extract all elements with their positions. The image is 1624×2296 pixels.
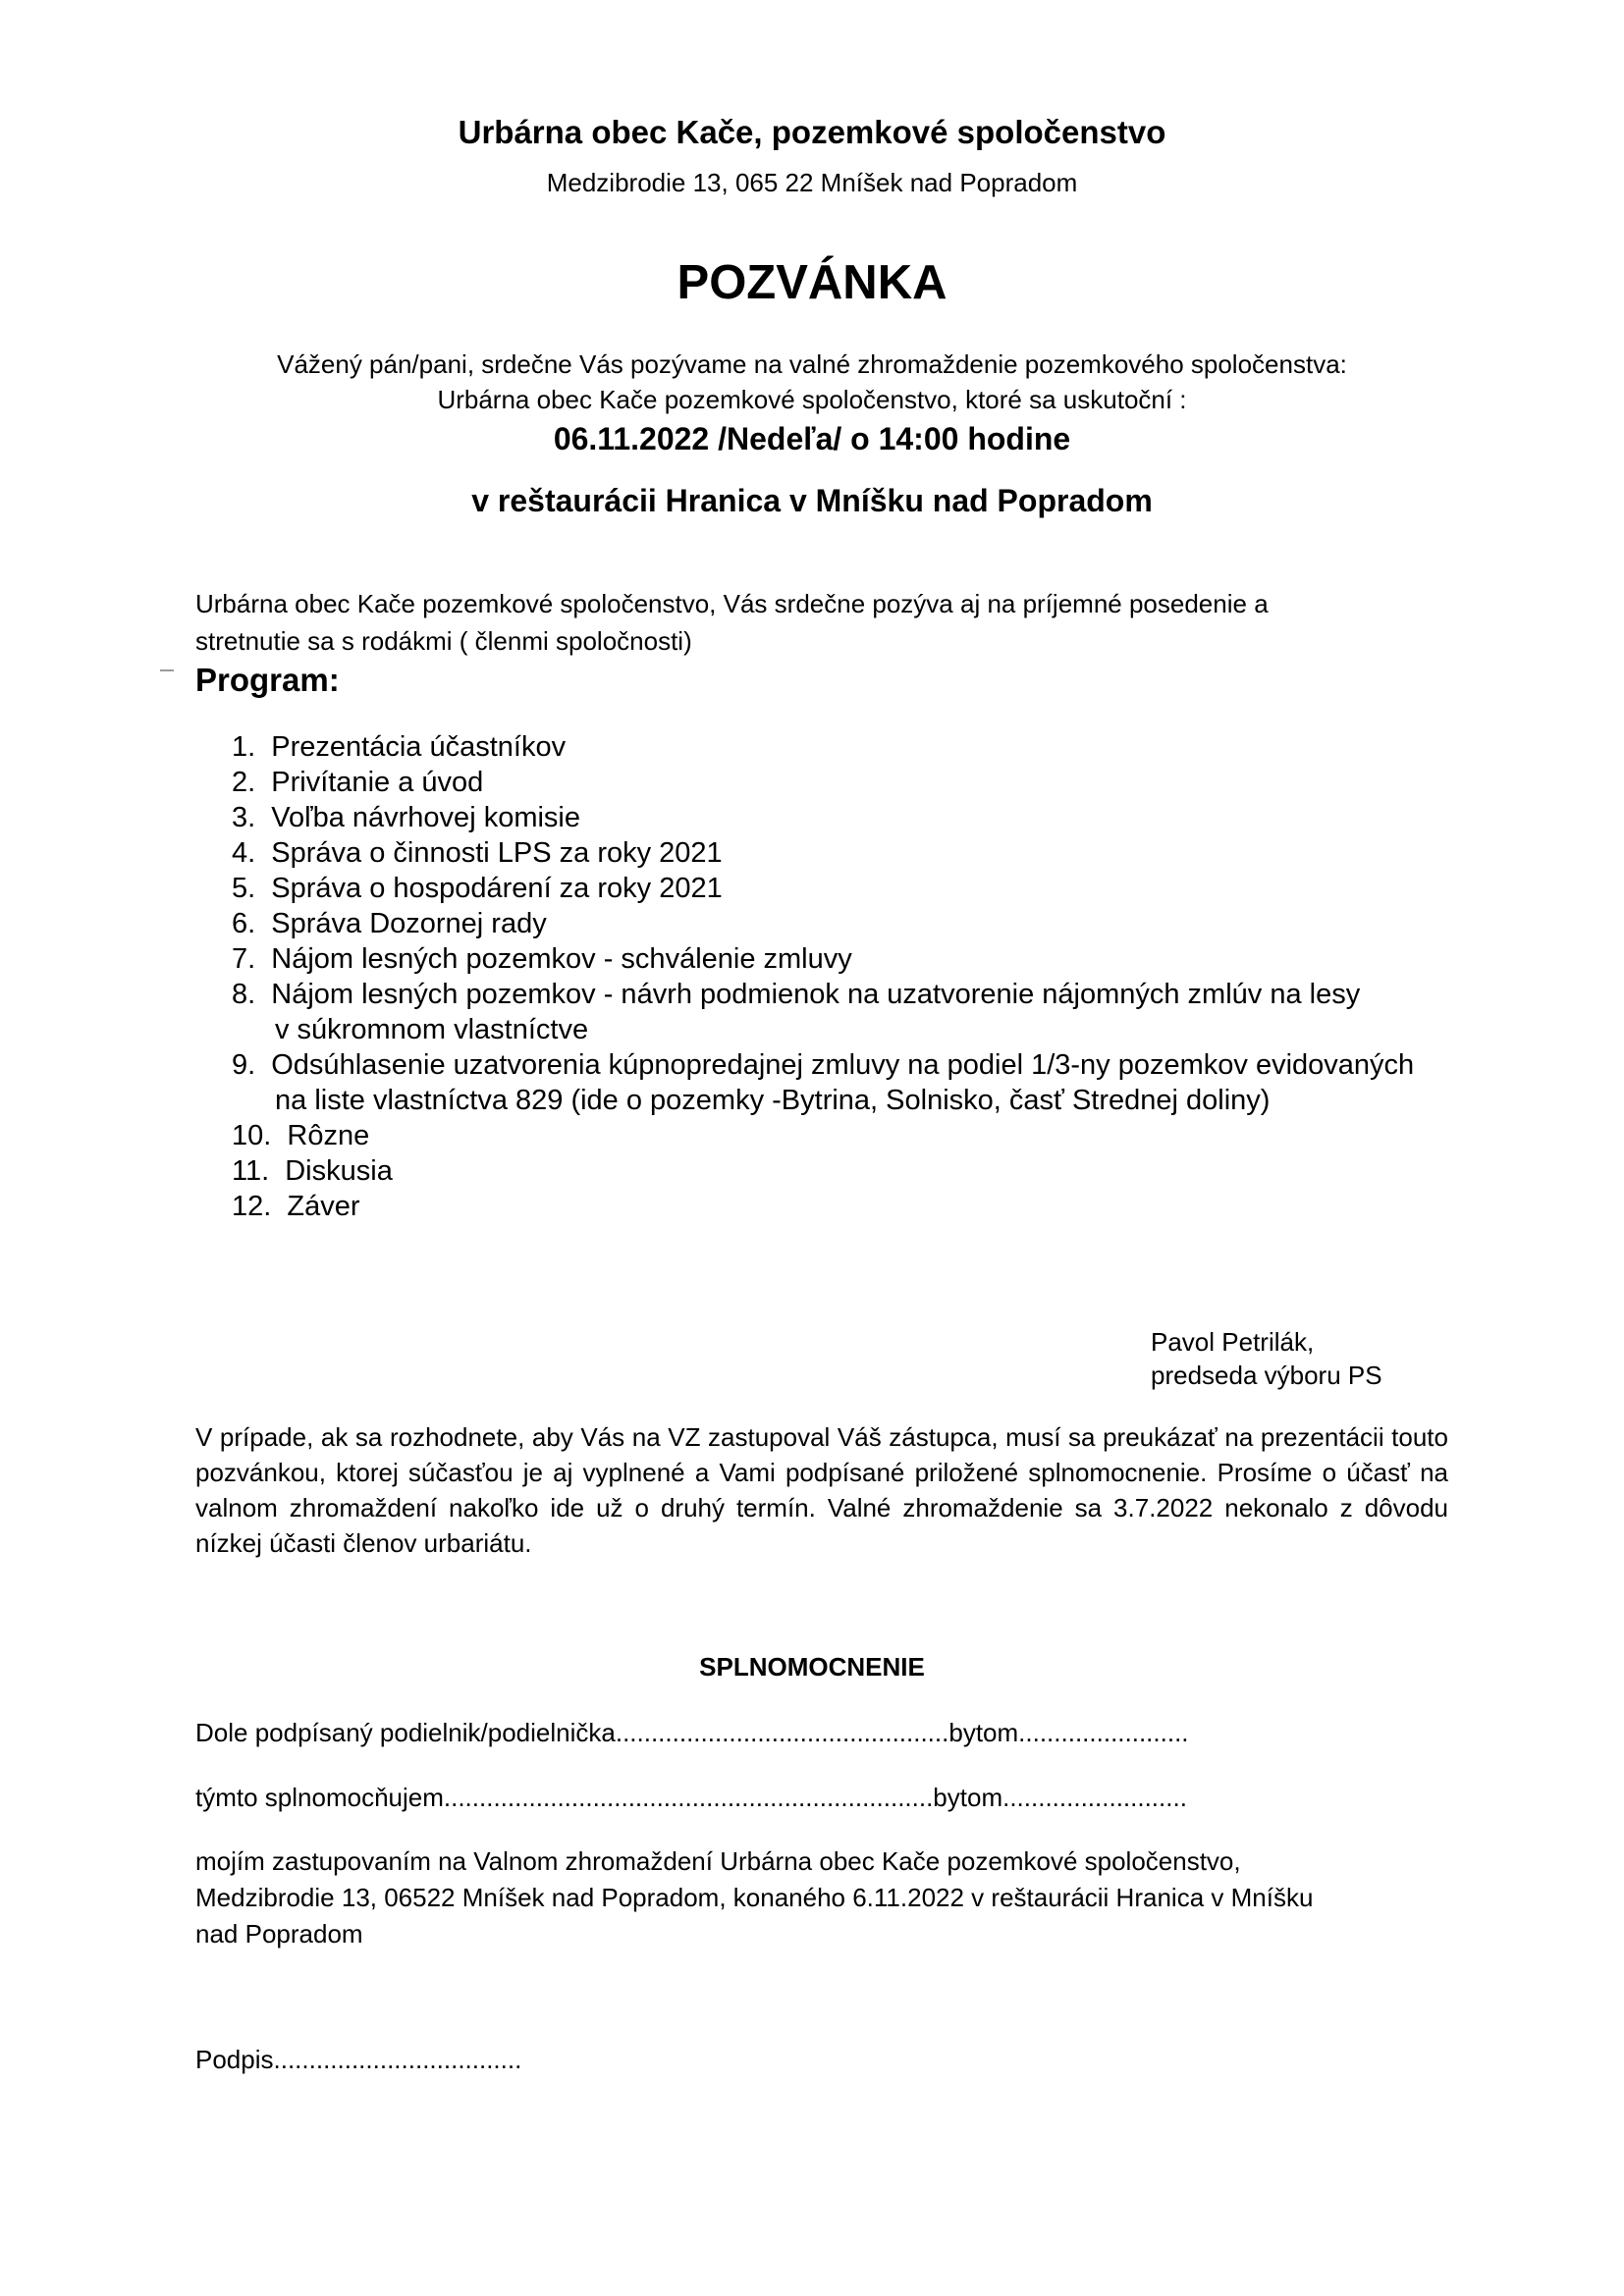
program-item-text: Odsúhlasenie uzatvorenia kúpnopredajnej zmluvy na podiel 1/3-ny pozemkov evidovaných xyxy=(271,1049,1415,1081)
notice-text: V prípade, ak sa rozhodnete, aby Vás na VZ zastupoval Váš zástupca, musí sa preukázať na prezentácii touto pozvánkou, ktorej súčasťou je aj vyplnené a Vami podpísané priložené splnomocnenie. Prosíme o účasť na valnom zhromaždení nakoľko ide už o druhý termín. Valné zhromaždenie sa 3.7.2022 nekonalo z dôvodu nízkej účasti členov urbariátu. xyxy=(195,1422,1448,1558)
program-item-text: Diskusia xyxy=(285,1155,393,1187)
invitation-line-2: stretnutie sa s rodákmi ( členmi spoločnosti) xyxy=(195,626,692,656)
program-item xyxy=(232,837,723,870)
program-marker xyxy=(160,669,174,671)
program-item xyxy=(232,731,566,764)
notice-paragraph xyxy=(195,1419,1448,1561)
program-item-number: 9. xyxy=(232,1049,256,1081)
program-item-text: Nájom lesných pozemkov - schválenie zmluvy xyxy=(271,943,852,975)
power-of-attorney-agent-line: týmto splnomocňujem.....................................................................bytom.......................... xyxy=(195,1783,1187,1812)
power-of-attorney-principal-line: Dole podpísaný podielnik/podielnička...............................................bytom........................ xyxy=(195,1718,1189,1747)
program-item-text: Prezentácia účastníkov xyxy=(271,731,567,763)
power-of-attorney-title: SPLNOMOCNENIE xyxy=(699,1652,925,1682)
program-item-text: Rôzne xyxy=(287,1120,370,1151)
program-item-number: 12. xyxy=(232,1191,272,1222)
program-title: Program: xyxy=(195,662,340,698)
program-item-text: Správa o hospodárení za roky 2021 xyxy=(271,873,723,904)
program-item-text: Správa o činnosti LPS za roky 2021 xyxy=(271,837,723,869)
signatory-role: predseda výboru PS xyxy=(1151,1361,1382,1390)
power-of-attorney-body xyxy=(195,1843,1313,1952)
program-item xyxy=(232,908,547,940)
event-place: v reštaurácii Hranica v Mníšku nad Popradom xyxy=(471,483,1153,518)
greeting-line-1: Vážený pán/pani, srdečne Vás pozývame na valné zhromaždenie pozemkového spoločenstva: xyxy=(277,349,1347,379)
program-item xyxy=(232,979,1360,1011)
program-item xyxy=(232,1049,1414,1082)
program-item-number: 7. xyxy=(232,943,256,975)
invitation-line-1: Urbárna obec Kače pozemkové spoločenstvo, Vás srdečne pozýva aj na príjemné posedenie a xyxy=(195,589,1269,618)
power-of-attorney-body-line-1: mojím zastupovaním na Valnom zhromaždení Urbárna obec Kače pozemkové spoločenstvo, xyxy=(195,1846,1241,1876)
program-item-text: Záver xyxy=(287,1191,360,1222)
program-item xyxy=(232,1191,360,1223)
program-item-number: 5. xyxy=(232,873,256,904)
signature-line: Podpis................................... xyxy=(195,2045,522,2074)
program-item-number: 6. xyxy=(232,908,256,939)
program-item xyxy=(232,802,580,834)
program-item-text: Privítanie a úvod xyxy=(271,767,484,798)
greeting-line-2: Urbárna obec Kače pozemkové spoločenstvo, ktoré sa uskutoční : xyxy=(437,385,1187,414)
program-item-text: Nájom lesných pozemkov - návrh podmienok na uzatvorenie nájomných zmlúv na lesy xyxy=(271,979,1361,1010)
program-item xyxy=(232,767,483,799)
program-item xyxy=(232,873,723,905)
program-item-text: Správa Dozornej rady xyxy=(271,908,547,939)
organization-name: Urbárna obec Kače, pozemkové spoločenstvo xyxy=(458,114,1166,150)
power-of-attorney-body-line-2: Medzibrodie 13, 06522 Mníšek nad Popradom, konaného 6.11.2022 v reštaurácii Hranica v Mníšku xyxy=(195,1883,1314,1912)
program-item-number: 3. xyxy=(232,802,256,833)
signatory-name: Pavol Petrilák, xyxy=(1151,1327,1315,1357)
program-item-number: 4. xyxy=(232,837,256,869)
power-of-attorney-body-line-3: nad Popradom xyxy=(195,1919,363,1949)
document-title: POZVÁNKA xyxy=(677,256,947,309)
program-item-continuation: v súkromnom vlastníctve xyxy=(275,1014,589,1045)
event-date-time: 06.11.2022 /Nedeľa/ o 14:00 hodine xyxy=(553,421,1071,456)
program-item-number: 2. xyxy=(232,767,256,798)
invitation-text xyxy=(195,585,1269,660)
program-item xyxy=(232,943,852,976)
program-item-number: 1. xyxy=(232,731,256,763)
program-item-number: 11. xyxy=(232,1155,270,1187)
program-item-continuation: na liste vlastníctva 829 (ide o pozemky -Bytrina, Solnisko, časť Strednej doliny) xyxy=(275,1085,1271,1116)
organization-address: Medzibrodie 13, 065 22 Mníšek nad Popradom xyxy=(546,168,1078,197)
program-item-number: 8. xyxy=(232,979,256,1010)
program-item-text: Voľba návrhovej komisie xyxy=(271,802,580,833)
program-item xyxy=(232,1155,393,1188)
program-item xyxy=(232,1120,369,1152)
program-item-number: 10. xyxy=(232,1120,272,1151)
